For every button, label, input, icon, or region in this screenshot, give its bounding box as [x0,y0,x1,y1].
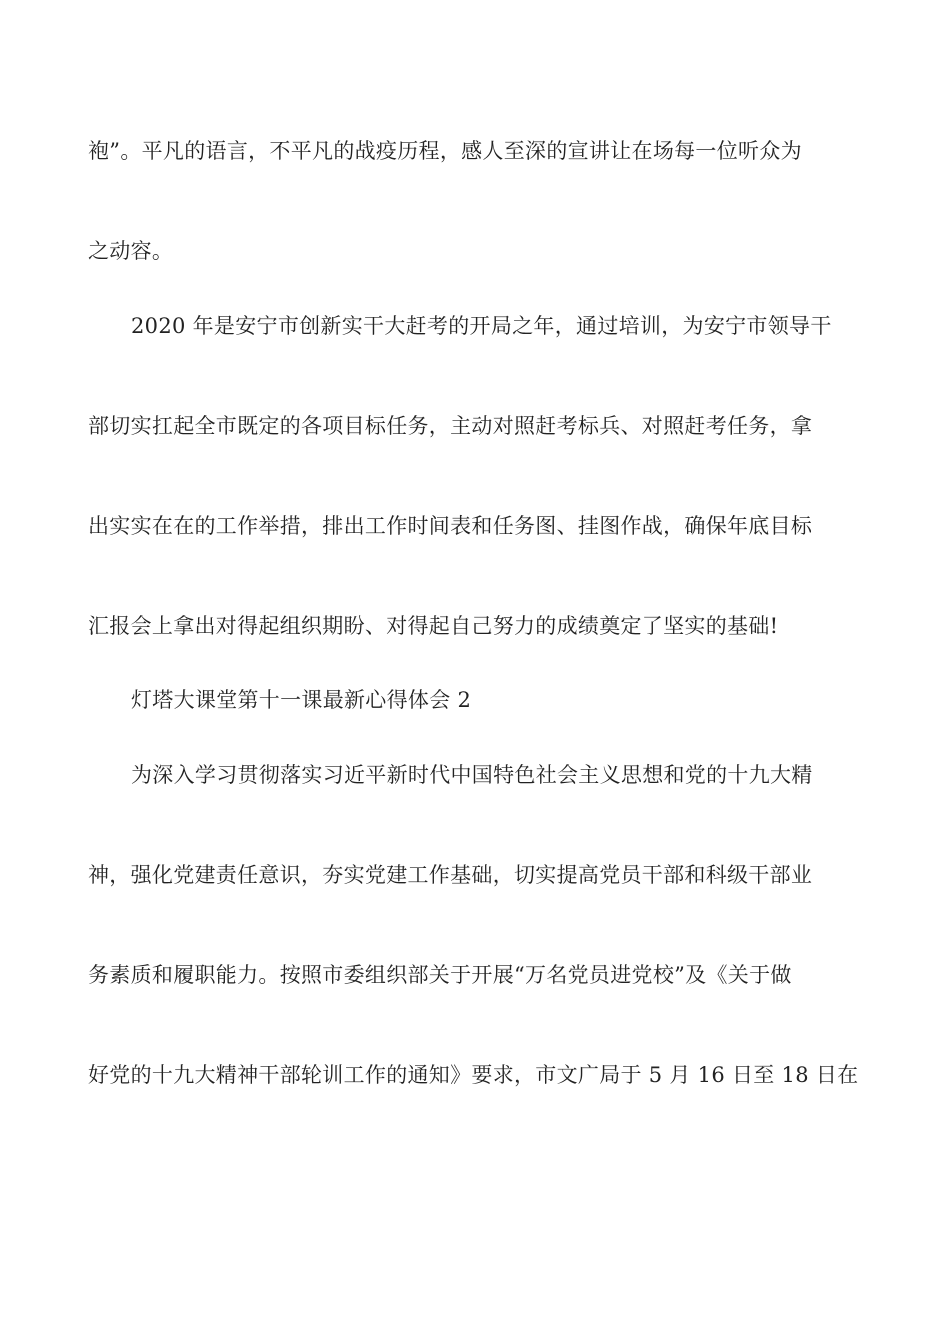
section-heading: 灯塔大课堂第十一课最新心得体会 2 [131,688,472,712]
paragraph-line: 部切实扛起全市既定的各项目标任务，主动对照赶考标兵、对照赶考任务，拿 [88,414,813,438]
paragraph-line: 2020 年是安宁市创新实干大赶考的开局之年，通过培训，为安宁市领导干 [131,314,832,338]
paragraph-line: 神，强化党建责任意识，夯实党建工作基础，切实提高党员干部和科级干部业 [88,863,813,887]
paragraph-line: 好党的十九大精神干部轮训工作的通知》要求，市文广局于 5 月 16 日至 18 日在 [88,1063,859,1087]
paragraph-line: 汇报会上拿出对得起组织期盼、对得起自己努力的成绩奠定了坚实的基础! [88,614,779,638]
paragraph-line: 出实实在在的工作举措，排出工作时间表和任务图、挂图作战，确保年底目标 [88,514,813,538]
paragraph-line: 袍”。平凡的语言，不平凡的战疫历程，感人至深的宣讲让在场每一位听众为 [88,139,802,163]
paragraph-line: 为深入学习贯彻落实习近平新时代中国特色社会主义思想和党的十九大精 [131,763,813,787]
paragraph-line: 之动容。 [88,239,174,263]
paragraph-line: 务素质和履职能力。按照市委组织部关于开展“万名党员进党校”及《关于做 [88,963,792,987]
